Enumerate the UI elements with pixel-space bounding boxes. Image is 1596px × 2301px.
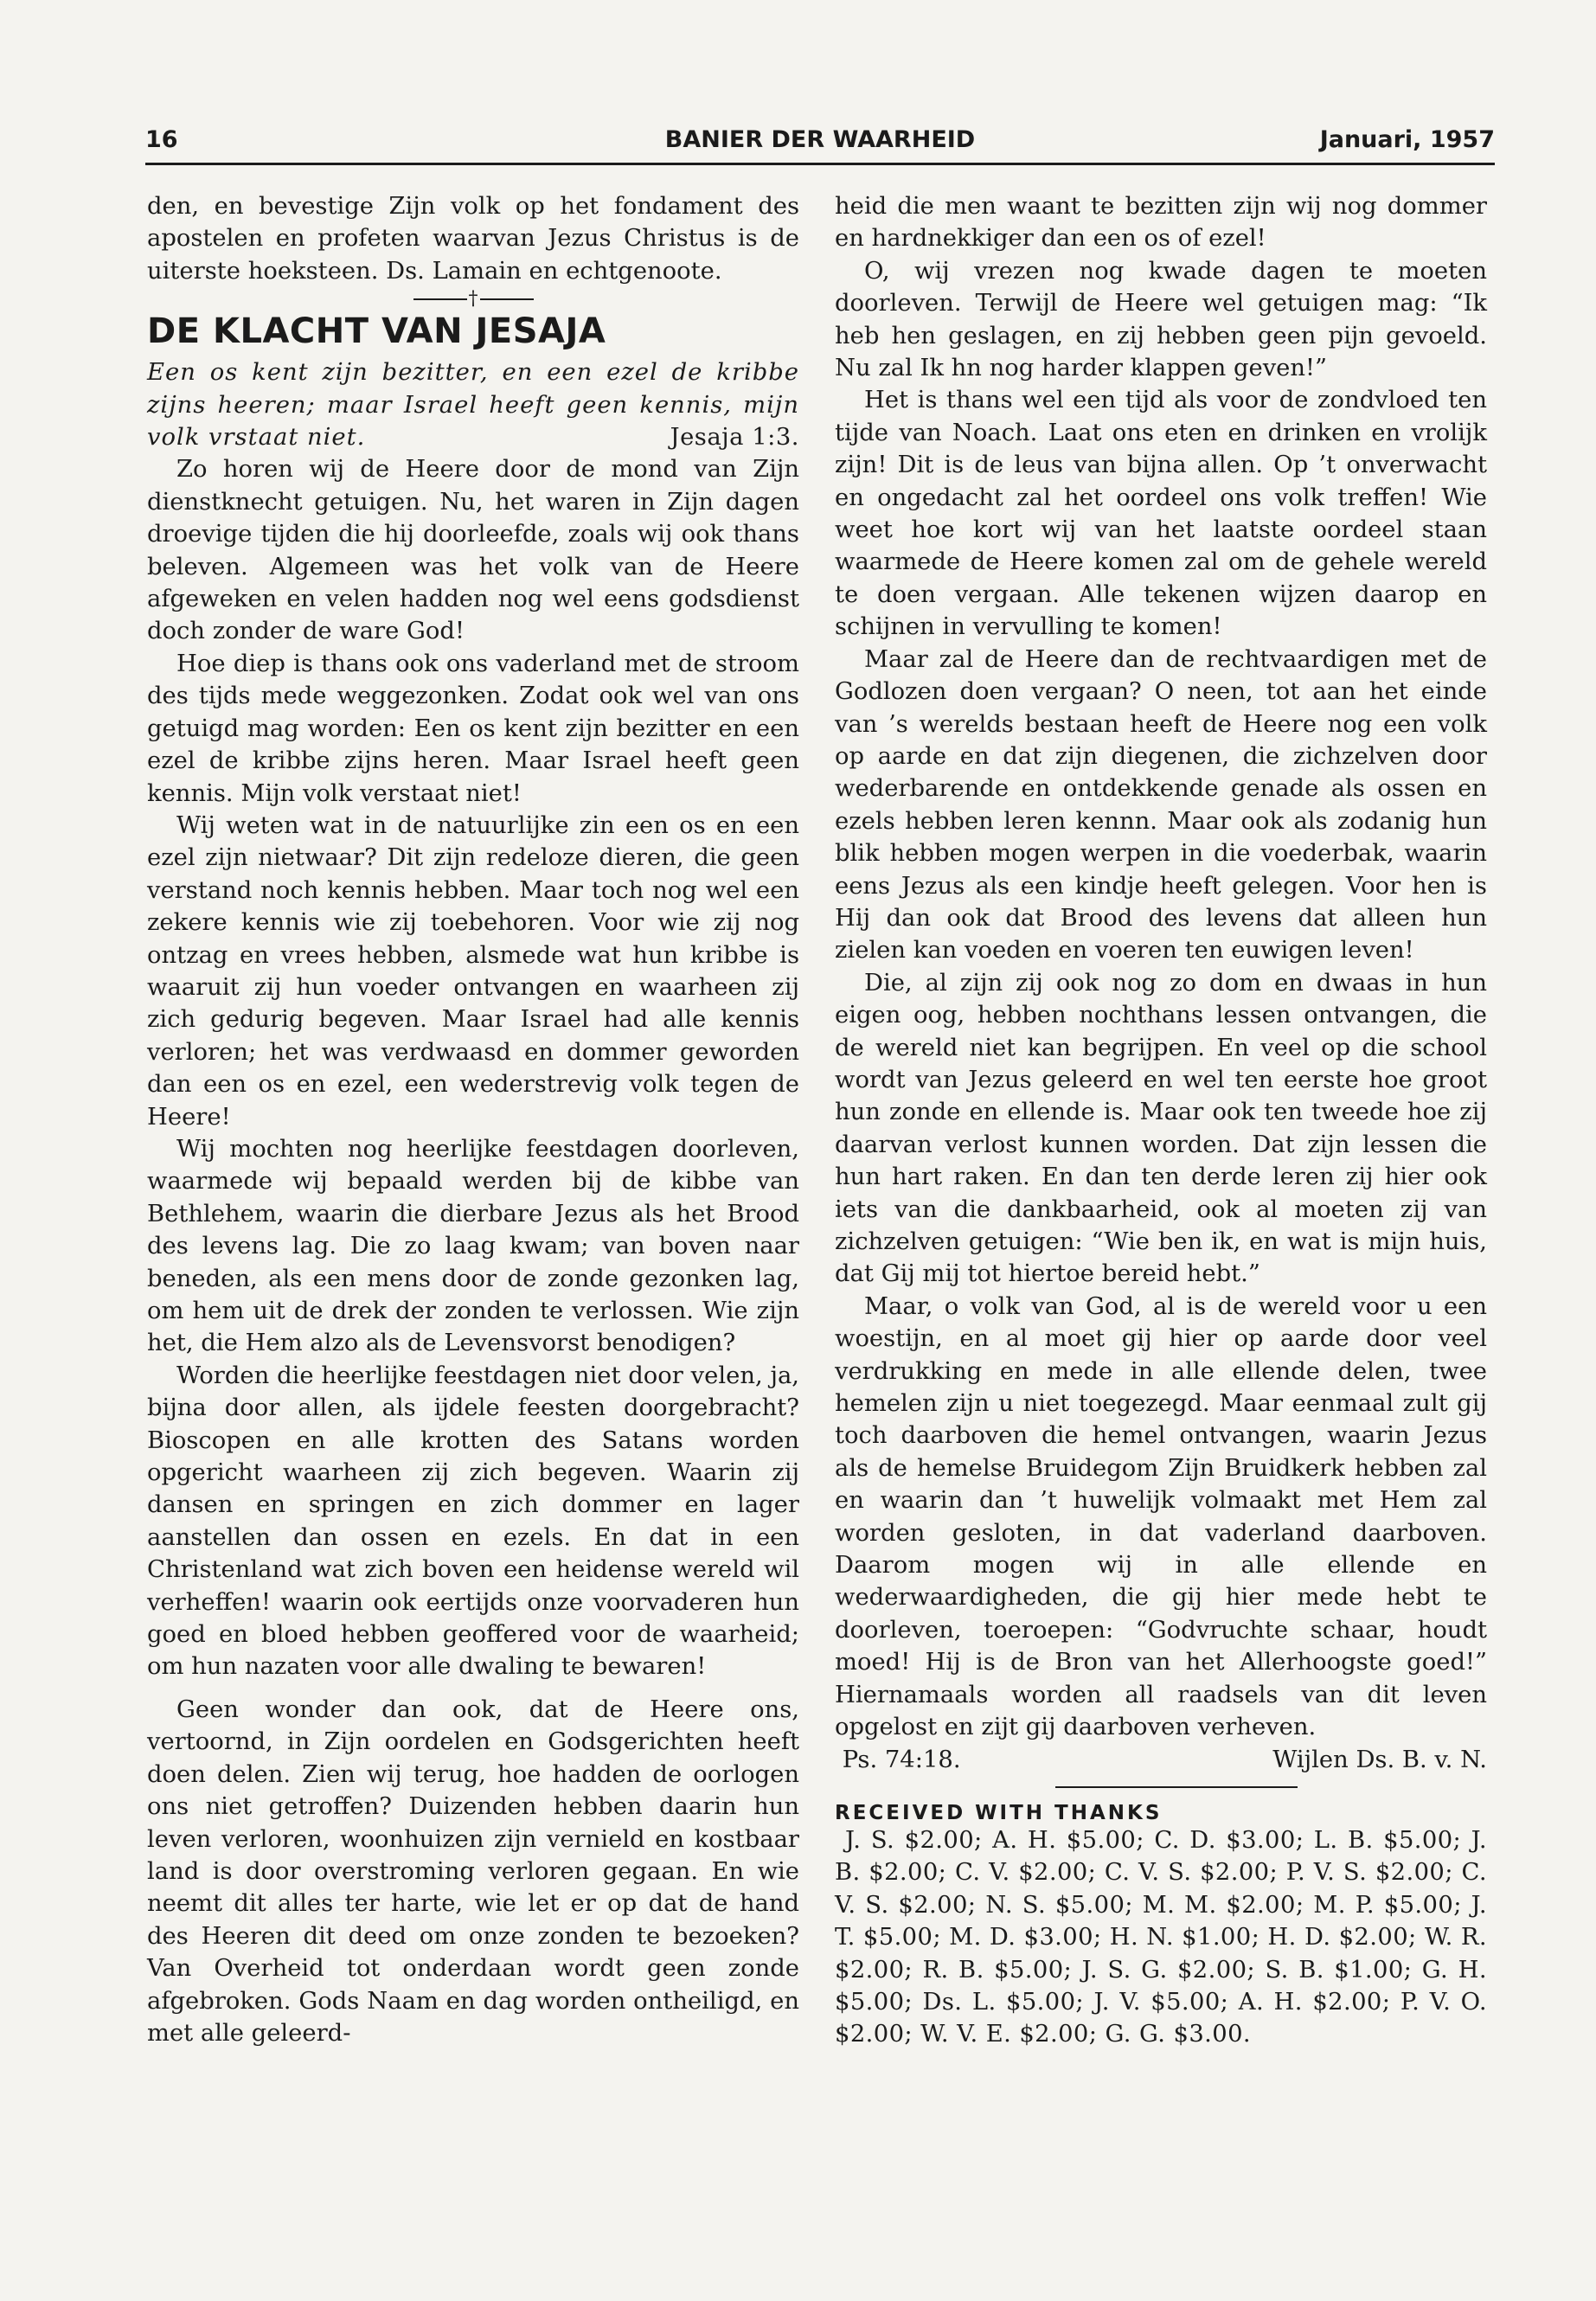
article-paragraph: Geen wonder dan ook, dat de Heere ons, vertoornd, in Zijn oordelen en Godsgerichten heeft doen delen. Zien wij terug, hoe hadden de oorlogen ons niet getroffen? Duizenden hebben daarin hun leven verloren, woonhuizen zijn vernield en kostbaar land is door overstroming verloren gegaan. En wie neemt dit alles ter harte, wie let er op dat de hand des Heeren dit deed om onze zonden te bezoeken? Van Overheid tot onderdaan wordt geen zonde afgebroken. Gods Naam en dag worden ontheiligd, en met alle geleerd- [147,1695,799,2047]
article-paragraph: Hoe diep is thans ook ons vaderland met de stroom des tijds mede weggezonken. Zodat ook wel van ons getuigd mag worden: Een os kent zijn bezitter en een ezel de kribbe zijns heren. Maar Israel heeft geen kennis. Mijn volk verstaat niet! [147,650,799,807]
article-paragraph: Het is thans wel een tijd als voor de zondvloed ten tijde van Noach. Laat ons eten en drinken en vrolijk zijn! Dit is de leus van bijna allen. Op ’t onverwacht en ongedacht zal het oordeel ons volk treffen! Wie weet hoe kort wij van het laatste oordeel staan waarmede de Heere komen zal om de gehele wereld te doen vergaan. Alle tekenen wijzen daarop en schijnen in vervulling te komen! [835,387,1487,641]
article-paragraph: Worden die heerlijke feestdagen niet door velen, ja, bijna door allen, als ijdele feesten doorgebracht? Bioscopen en alle krotten des Satans worden opgericht waarheen zij zich begeven. Waarin zij dansen en springen en zich dommer en lager aanstellen dan ossen en ezels. En dat in een Christenland wat zich boven een heidense wereld wil verheffen! waarin ook eertijds onze voorvaderen hun goed en bloed hebben geoffered voor de waarheid; om hun nazaten voor alle dwaling te bewaren! [147,1362,799,1681]
article-paragraph: O, wij vrezen nog kwade dagen te moeten doorleven. Terwijl de Heere wel getuigen mag: “Ik heb hen geslagen, en zij hebben geen pijn gevoeld. Nu zal Ik hn nog harder klappen geven!” [835,257,1487,382]
signature-line [835,1744,1487,1776]
thanks-heading: RECEIVED WITH THANKS [835,1801,1163,1824]
issue-date: Januari, 1957 [1319,126,1495,153]
motto-reference: Jesaja 1:3. [670,424,799,452]
right-column [835,190,1487,2051]
article-paragraph: Maar, o volk van God, al is de wereld voor u een woestijn, en al moet gij hier op aarde door veel verdrukking en mede in alle ellende delen, twee hemelen zijn u niet toegezegd. Maar eenmaal zult gij toch daarboven die hemel ontvangen, waarin Jezus als de hemelse Bruidegom Zijn Bruidkerk hebben zal en waarin dan ’t huwelijk volmaakt met Hem zal worden gesloten, in dat vaderland daarboven. Daarom mogen wij in alle ellende en wederwaardigheden, die gij hier mede hebt te doorleven, toeroepen: “Godvruchte schaar, houdt moed! Hij is de Bron van het Allerhoogste goed!” Hiernamaals worden all raadsels van dit leven opgelost en zijt gij daarboven verheven. [835,1292,1487,1741]
scripture-motto [147,356,799,453]
publication-title: BANIER DER WAARHEID [664,126,976,153]
article-paragraph: heid die men waant te bezitten zijn wij nog dommer en hardnekkiger dan een os of ezel! [835,193,1487,253]
article-paragraph: Maar zal de Heere dan de rechtvaardigen met de Godlozen doen vergaan? O neen, tot aan het einde van ’s werelds bestaan heeft de Heere nog een volk op aarde en dat zijn diegenen, die zichzelven door wederbarende en ontdekkende genade als ossen en ezels hebben leren kennn. Maar ook als zodanig hun blik hebben mogen werpen in die voederbak, waarin eens Jezus als een kindje heeft gelegen. Voor hen is Hij dan ook dat Brood des levens dat alleen hun zielen kan voeden en voeren ten euwigen leven! [835,645,1487,965]
divider-line-left [413,298,467,300]
article-title: DE KLACHT VAN JESAJA [147,311,606,352]
intro-paragraph: den, en bevestige Zijn volk op het fondament des apostelen en profeten waarvan Jezus Christus is de uiterste hoeksteen. Ds. Lamain en echtgenoote. [147,193,799,285]
section-divider [147,289,799,310]
article-paragraph: Zo horen wij de Heere door de mond van Zijn dienstknecht getuigen. Nu, het waren in Zijn dagen droevige tijden die hij doorleefde, zoals wij ook thans beleven. Algemeen was het volk van de Heere afgeweken en velen hadden nog wel eens godsdienst doch zonder de ware God! [147,456,799,645]
page-header [145,119,1495,165]
article-paragraph: Die, al zijn zij ook nog zo dom en dwaas in hun eigen oog, hebben nochthans lessen ontvangen, die de wereld niet kan begrijpen. En veel op die school wordt van Jezus geleerd en wel ten eerste hoe groot hun zonde en ellende is. Maar ook ten tweede hoe zij daarvan verlost kunnen worden. Dat zijn lessen die hun hart raken. En dan ten derde leren zij hier ook iets van die dankbaarheid, ook al moeten zij van zichzelven getuigen: “Wie ben ik, en wat is mijn huis, dat Gij mij tot hiertoe bereid hebt.” [835,969,1487,1288]
section-rule [1055,1786,1298,1788]
article-paragraph: Wij mochten nog heerlijke feestdagen doorleven, waarmede wij bepaald werden bij de kibbe van Bethlehem, waarin die dierbare Jezus als het Brood des levens lag. Die zo laag kwam; van boven naar beneden, als een mens door de zonde gezonken lag, om hem uit de drek der zonden te verlossen. Wie zijn het, die Hem alzo als de Levensvorst benodigen? [147,1135,799,1357]
donations-list: J. S. $2.00; A. H. $5.00; C. D. $3.00; L. B. $5.00; J. B. $2.00; C. V. $2.00; C. V. S. $2.00; P. V. S. $2.00; C. V. S. $2.00; N. S. $5.00; M. M. $2.00; M. P. $5.00; J. T. $5.00; M. D. $3.00; H. N. $1.00; H. D. $2.00; W. R. $2.00; R. B. $5.00; J. S. G. $2.00; S. B. $1.00; G. H. $5.00; Ds. L. $5.00; J. V. $5.00; A. H. $2.00; P. V. O. $2.00; W. V. E. $2.00; G. G. $3.00. [835,1826,1487,2048]
divider-line-right [480,298,534,300]
signature-reference: Ps. 74:18. [842,1746,961,1773]
signature-name: Wijlen Ds. B. v. N. [1272,1746,1487,1773]
dagger-symbol: † [468,288,478,311]
left-column [147,190,799,2049]
page-number: 16 [145,126,178,153]
article-paragraph: Wij weten wat in de natuurlijke zin een os en een ezel zijn nietwaar? Dit zijn redeloze dieren, die geen verstand noch kennis hebben. Maar toch nog wel een zekere kennis wie zij toebehoren. Voor wie zij nog ontzag en vrees hebben, alsmede wat hun kribbe is waaruit zij hun voeder ontvangen en waarheen zij zich gedurig begeven. Maar Israel had alle kennis verloren; het was verdwaasd en dommer geworden dan een os en ezel, een wederstrevig volk tegen de Heere! [147,811,799,1131]
motto-text: Een os kent zijn bezitter, en een ezel de kribbe zijns heeren; maar Israel heeft geen kennis, mijn volk vrstaat niet. [147,359,799,452]
